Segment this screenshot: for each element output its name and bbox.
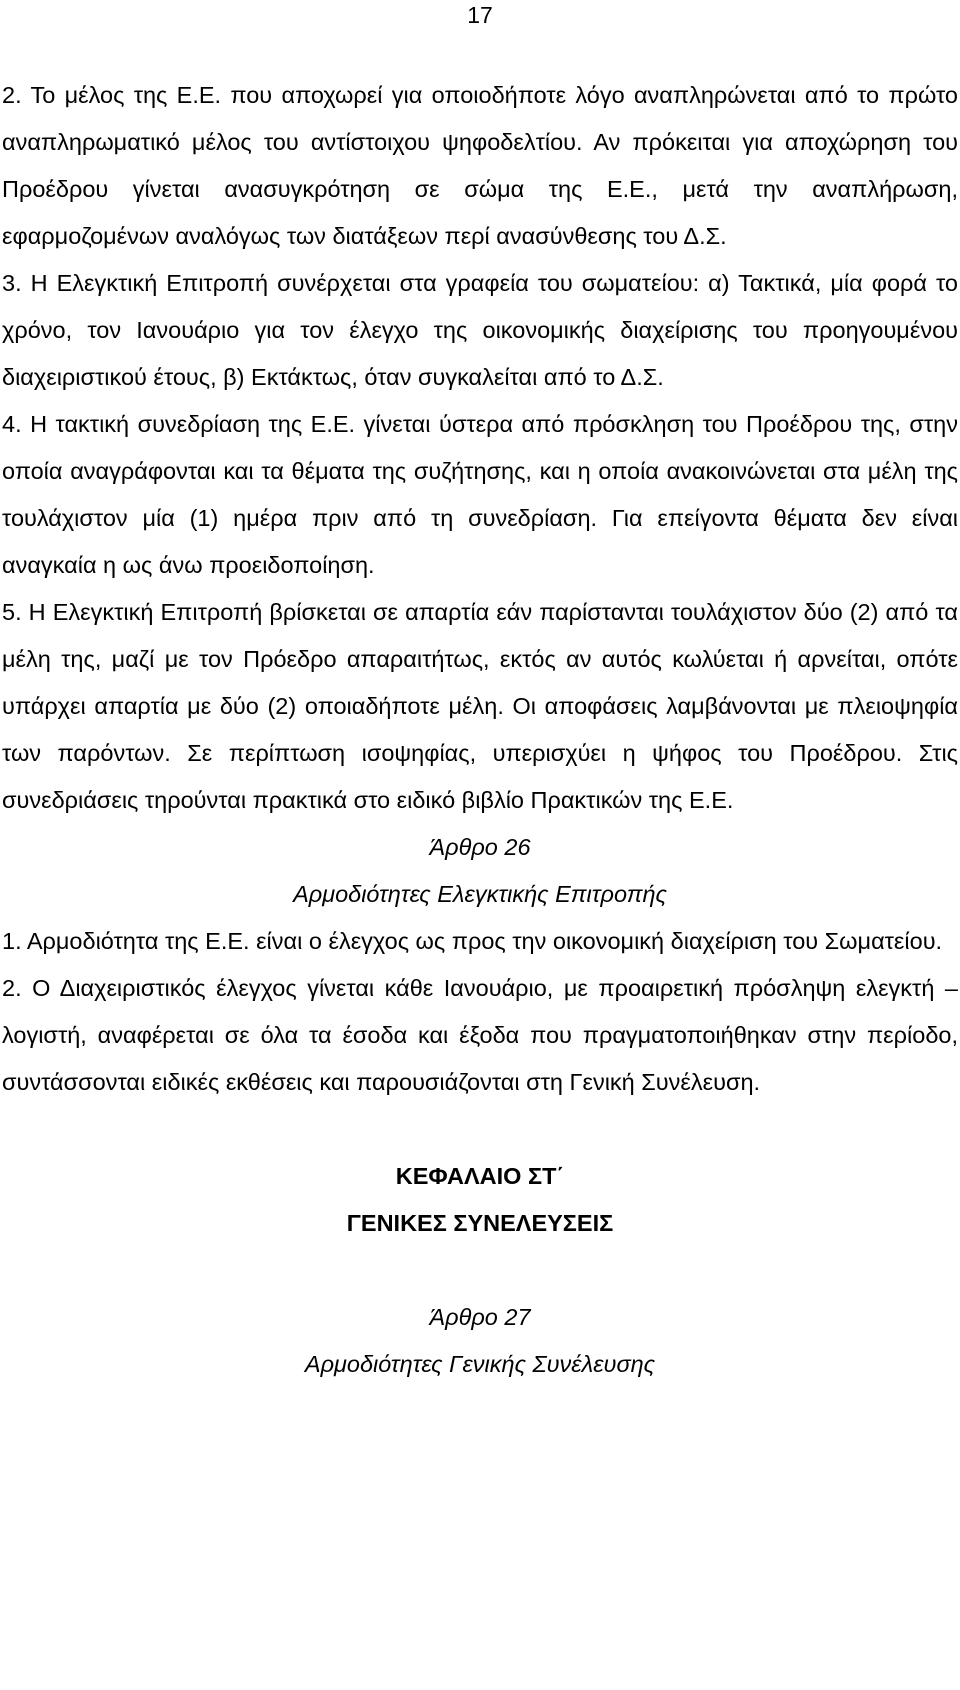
chapter-heading: ΚΕΦΑΛΑΙΟ ΣΤ΄: [395, 1163, 565, 1189]
page-number: 17: [467, 2, 493, 28]
document-body: [0, 72, 960, 1388]
spacer: [0, 1106, 960, 1153]
paragraph-5: 5. Η Ελεγκτική Επιτροπή βρίσκεται σε απαρτία εάν παρίστανται τουλάχιστον δύο (2) από τα μέλη της, μαζί με τον Πρόεδρο απαραιτήτως, εκτός αν αυτός κωλύεται ή αρνείται, οπότε υπάρχει απαρτία με δύο (2) οποιαδήποτε μέλη. Οι αποφάσεις λαμβάνονται με πλειοψηφία των παρόντων. Σε περίπτωση ισοψηφίας, υπερισχύει η ψήφος του Προέδρου. Στις συνεδριάσεις τηρούνται πρακτικά στο ειδικό βιβλίο Πρακτικών της Ε.Ε.: [2, 599, 958, 813]
spacer: [0, 1247, 960, 1294]
article-27-heading: Άρθρο 27: [429, 1304, 531, 1330]
chapter-title: ΓΕΝΙΚΕΣ ΣΥΝΕΛΕΥΣΕΙΣ: [346, 1210, 614, 1236]
article-26-heading: Άρθρο 26: [429, 834, 531, 860]
article-26-title: Αρμοδιότητες Ελεγκτικής Επιτροπής: [293, 881, 667, 907]
paragraph-4: 4. Η τακτική συνεδρίαση της Ε.Ε. γίνεται ύστερα από πρόσκληση του Προέδρου της, στην οποία αναγράφονται και τα θέματα της συζήτησης, και η οποία ανακοινώνεται στα μέλη της τουλάχιστον μία (1) ημέρα πριν από τη συνεδρίαση. Για επείγοντα θέματα δεν είναι αναγκαία η ως άνω προειδοποίηση.: [2, 411, 958, 578]
article-27-title: Αρμοδιότητες Γενικής Συνέλευσης: [304, 1351, 656, 1377]
paragraph-3: 3. Η Ελεγκτική Επιτροπή συνέρχεται στα γραφεία του σωματείου: α) Τακτικά, μία φορά το χρόνο, τον Ιανουάριο για τον έλεγχο της οικονομικής διαχείρισης του προηγουμένου διαχειριστικού έτους, β) Εκτάκτως, όταν συγκαλείται από το Δ.Σ.: [2, 270, 958, 390]
article-26-paragraph-1: 1. Αρμοδιότητα της Ε.Ε. είναι ο έλεγχος ως προς την οικονομική διαχείριση του Σωματείου.: [2, 928, 943, 954]
article-26-paragraph-2: 2. Ο Διαχειριστικός έλεγχος γίνεται κάθε Ιανουάριο, με προαιρετική πρόσληψη ελεγκτή – λογιστή, αναφέρεται σε όλα τα έσοδα και έξοδα που πραγματοποιήθηκαν στην περίοδο, συντάσσονται ειδικές εκθέσεις και παρουσιάζονται στη Γενική Συνέλευση.: [2, 975, 958, 1095]
paragraph-2: 2. Το μέλος της Ε.Ε. που αποχωρεί για οποιοδήποτε λόγο αναπληρώνεται από το πρώτο αναπληρωματικό μέλος του αντίστοιχου ψηφοδελτίου. Αν πρόκειται για αποχώρηση του Προέδρου γίνεται ανασυγκρότηση σε σώμα της Ε.Ε., μετά την αναπλήρωση, εφαρμοζομένων αναλόγως των διατάξεων περί ανασύνθεσης του Δ.Σ.: [2, 82, 958, 249]
